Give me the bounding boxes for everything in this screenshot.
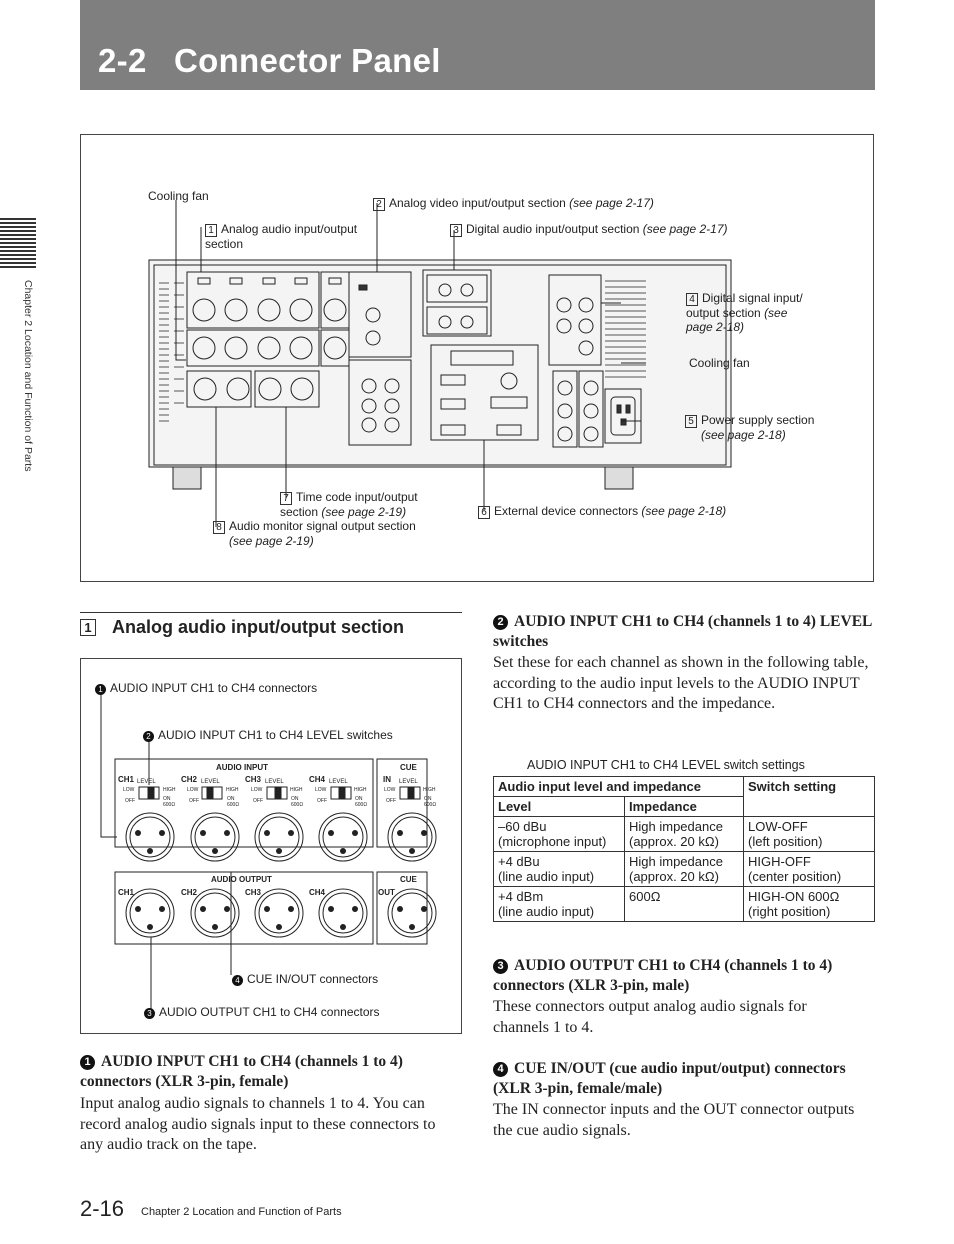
switch-low-label: LOW xyxy=(187,787,199,793)
label-level-switches xyxy=(143,728,393,742)
impedance-cell xyxy=(625,887,744,922)
setting-cell xyxy=(744,887,875,922)
level-label: LEVEL xyxy=(329,779,348,785)
callout-number: 5 xyxy=(685,415,697,428)
item-number: 3 xyxy=(493,959,508,974)
setting-cell xyxy=(744,852,875,887)
output-ch4-label: CH4 xyxy=(309,888,326,897)
level-cell xyxy=(494,852,625,887)
item-number: 2 xyxy=(493,615,508,630)
page-title xyxy=(98,42,441,80)
switch-ohm-label: 600Ω xyxy=(424,802,437,808)
cell-line: (approx. 20 kΩ) xyxy=(629,869,719,884)
cell-line: +4 dBu xyxy=(498,854,540,869)
footer-chapter: Chapter 2 Location and Function of Parts xyxy=(141,1206,342,1218)
item-2-body: Set these for each channel as shown in the following table, according to the audio input levels to the AUDIO INPUT CH1 to CH4 connectors and the impedance. xyxy=(493,654,869,712)
input-ch1-label: CH1 xyxy=(118,775,135,784)
callout-digital-signal xyxy=(686,291,816,334)
switch-off-label: OFF xyxy=(386,798,396,804)
callout-text: Analog audio input/output section xyxy=(205,222,358,251)
label-audio-output-connectors xyxy=(144,1005,380,1019)
cell-line: LOW-OFF xyxy=(748,819,808,834)
switch-high-label: HIGH xyxy=(290,787,303,793)
header-group: Audio input level and impedance xyxy=(494,777,744,797)
section-heading-text xyxy=(80,617,404,638)
level-cell xyxy=(494,817,625,852)
cell-line: High impedance xyxy=(629,819,723,834)
item-3-body: These connectors output analog audio signals for channels 1 to 4. xyxy=(493,998,807,1036)
callout-number: 4 xyxy=(686,293,698,306)
table-row xyxy=(494,852,875,887)
switch-low-label: LOW xyxy=(384,787,396,793)
callout-external-device xyxy=(478,504,726,519)
cue-out-heading: CUE xyxy=(400,875,417,884)
callout-digital-audio xyxy=(450,222,728,237)
section-title: Connector Panel xyxy=(174,42,441,79)
audio-panel-figure xyxy=(80,658,462,1034)
table-caption: AUDIO INPUT CH1 to CH4 LEVEL switch settings xyxy=(527,758,805,772)
callout-number: 2 xyxy=(373,198,385,211)
item-4-body: The IN connector inputs and the OUT connector outputs the cue audio signals. xyxy=(493,1101,855,1139)
item-heading-text: AUDIO INPUT CH1 to CH4 (channels 1 to 4) LEVEL switches xyxy=(493,613,872,650)
switch-on-label: ON xyxy=(163,796,171,802)
cell-line: High impedance xyxy=(629,854,723,869)
callout-ref: (see page 2-19) xyxy=(321,505,407,519)
level-label: LEVEL xyxy=(399,779,418,785)
cell-line: (left position) xyxy=(748,834,823,849)
header-setting: Switch setting xyxy=(744,777,875,817)
callout-number: 1 xyxy=(205,224,217,237)
output-ch3-label: CH3 xyxy=(245,888,262,897)
label-text: AUDIO INPUT CH1 to CH4 LEVEL switches xyxy=(158,728,393,742)
section-heading xyxy=(80,612,462,637)
cell-line: –60 dBu xyxy=(498,819,547,834)
table-row xyxy=(494,817,875,852)
header-impedance: Impedance xyxy=(625,797,744,817)
switch-high-label: HIGH xyxy=(226,787,239,793)
item-number: 4 xyxy=(493,1062,508,1077)
cue-in-heading: CUE xyxy=(400,763,417,772)
cell-line: +4 dBm xyxy=(498,889,544,904)
switch-ohm-label: 600Ω xyxy=(227,802,240,808)
input-ch2-label: CH2 xyxy=(181,775,198,784)
label-text: AUDIO INPUT CH1 to CH4 connectors xyxy=(110,681,318,695)
switch-low-label: LOW xyxy=(123,787,135,793)
section-title: Analog audio input/output section xyxy=(112,617,404,637)
callout-ref: (see page 2-18) xyxy=(686,306,788,334)
callout-time-code xyxy=(280,490,440,519)
callout-ref: (see page 2-18) xyxy=(641,504,727,518)
item-1-body: Input analog audio signals to channels 1 to 4. You can record analog audio signals input to these connectors to any audio track on the tape. xyxy=(80,1095,436,1153)
switch-on-label: ON xyxy=(227,796,235,802)
item-4-heading xyxy=(493,1059,875,1099)
callout-text: Audio monitor signal output section xyxy=(229,519,416,533)
level-switch-table xyxy=(493,776,875,922)
callout-text: Power supply section xyxy=(701,413,815,427)
switch-off-label: OFF xyxy=(253,798,263,804)
item-heading-text: CUE IN/OUT (cue audio input/output) connectors (XLR 3-pin, female/male) xyxy=(493,1060,846,1097)
callout-cooling-fan-top: Cooling fan xyxy=(148,189,209,203)
level-label: LEVEL xyxy=(137,779,156,785)
bullet-number: 1 xyxy=(95,684,106,695)
callout-analog-audio xyxy=(205,222,375,251)
cell-line: (microphone input) xyxy=(498,834,607,849)
switch-off-label: OFF xyxy=(189,798,199,804)
label-text: AUDIO OUTPUT CH1 to CH4 connectors xyxy=(159,1005,380,1019)
switch-ohm-label: 600Ω xyxy=(355,802,368,808)
callout-number: 7 xyxy=(280,492,292,505)
bullet-number: 3 xyxy=(144,1008,155,1019)
switch-on-label: ON xyxy=(355,796,363,802)
cell-line: (right position) xyxy=(748,904,831,919)
item-1-heading xyxy=(80,1052,462,1092)
switch-high-label: HIGH xyxy=(354,787,367,793)
header-level: Level xyxy=(494,797,625,817)
table-header-row xyxy=(494,777,875,797)
switch-on-label: ON xyxy=(291,796,299,802)
callout-text: Digital signal input/ output section xyxy=(686,291,803,320)
output-ch2-label: CH2 xyxy=(181,888,198,897)
input-ch4-label: CH4 xyxy=(309,775,326,784)
switch-on-label: ON xyxy=(424,796,432,802)
callout-text: Time code input/output section xyxy=(280,490,418,519)
callout-ref: (see page 2-17) xyxy=(569,196,654,210)
item-2-heading xyxy=(493,612,875,652)
callout-text: Digital audio input/output section xyxy=(466,222,640,236)
item-heading-text: AUDIO OUTPUT CH1 to CH4 (channels 1 to 4) connectors (XLR 3-pin, male) xyxy=(493,957,833,994)
callout-cooling-fan-right: Cooling fan xyxy=(689,356,750,370)
callout-ref: (see page 2-18) xyxy=(701,428,786,442)
callout-number: 8 xyxy=(213,521,225,534)
level-cell xyxy=(494,887,625,922)
header-band xyxy=(80,0,875,90)
section-number: 2-2 xyxy=(98,42,147,79)
level-label: LEVEL xyxy=(201,779,220,785)
callout-number: 6 xyxy=(478,506,490,519)
callout-ref: (see page 2-19) xyxy=(229,534,314,548)
cell-line: HIGH-OFF xyxy=(748,854,811,869)
page-number: 2-16 xyxy=(80,1196,125,1221)
item-3-heading xyxy=(493,956,875,996)
chapter-tab-marker xyxy=(0,218,36,270)
callout-ref: (see page 2-17) xyxy=(642,222,728,236)
setting-cell xyxy=(744,817,875,852)
impedance-cell xyxy=(625,852,744,887)
cell-line: HIGH-ON 600Ω xyxy=(748,889,840,904)
table-row xyxy=(494,887,875,922)
cue-out-label: OUT xyxy=(378,888,395,897)
side-chapter-label: Chapter 2 Location and Function of Parts xyxy=(22,280,34,472)
bullet-number: 4 xyxy=(232,975,243,986)
audio-input-heading: AUDIO INPUT xyxy=(216,763,268,772)
switch-low-label: LOW xyxy=(251,787,263,793)
section-number-box: 1 xyxy=(80,619,96,636)
level-label: LEVEL xyxy=(265,779,284,785)
bullet-number: 2 xyxy=(143,731,154,742)
callout-audio-monitor xyxy=(213,519,433,548)
output-ch1-label: CH1 xyxy=(118,888,135,897)
cell-line: 600Ω xyxy=(629,889,661,904)
cell-line: (center position) xyxy=(748,869,842,884)
switch-low-label: LOW xyxy=(315,787,327,793)
label-cue-connectors xyxy=(232,972,378,986)
callout-text: External device connectors xyxy=(494,504,639,518)
cell-line: (approx. 20 kΩ) xyxy=(629,834,719,849)
impedance-cell xyxy=(625,817,744,852)
label-audio-input-connectors xyxy=(95,681,317,695)
label-text: CUE IN/OUT connectors xyxy=(247,972,379,986)
switch-ohm-label: 600Ω xyxy=(291,802,304,808)
callout-text: Analog video input/output section xyxy=(389,196,566,210)
cell-line: (line audio input) xyxy=(498,869,595,884)
connector-panel-figure xyxy=(80,134,874,582)
switch-off-label: OFF xyxy=(125,798,135,804)
switch-high-label: HIGH xyxy=(423,787,436,793)
item-number: 1 xyxy=(80,1055,95,1070)
callout-number: 3 xyxy=(450,224,462,237)
callout-power-supply xyxy=(685,413,835,442)
audio-output-heading: AUDIO OUTPUT xyxy=(211,875,272,884)
switch-off-label: OFF xyxy=(317,798,327,804)
switch-ohm-label: 600Ω xyxy=(163,802,176,808)
switch-high-label: HIGH xyxy=(163,787,176,793)
input-ch3-label: CH3 xyxy=(245,775,262,784)
callout-analog-video xyxy=(373,196,654,211)
cue-in-label: IN xyxy=(383,775,391,784)
item-heading-text: AUDIO INPUT CH1 to CH4 (channels 1 to 4) connectors (XLR 3-pin, female) xyxy=(80,1053,403,1090)
cell-line: (line audio input) xyxy=(498,904,595,919)
